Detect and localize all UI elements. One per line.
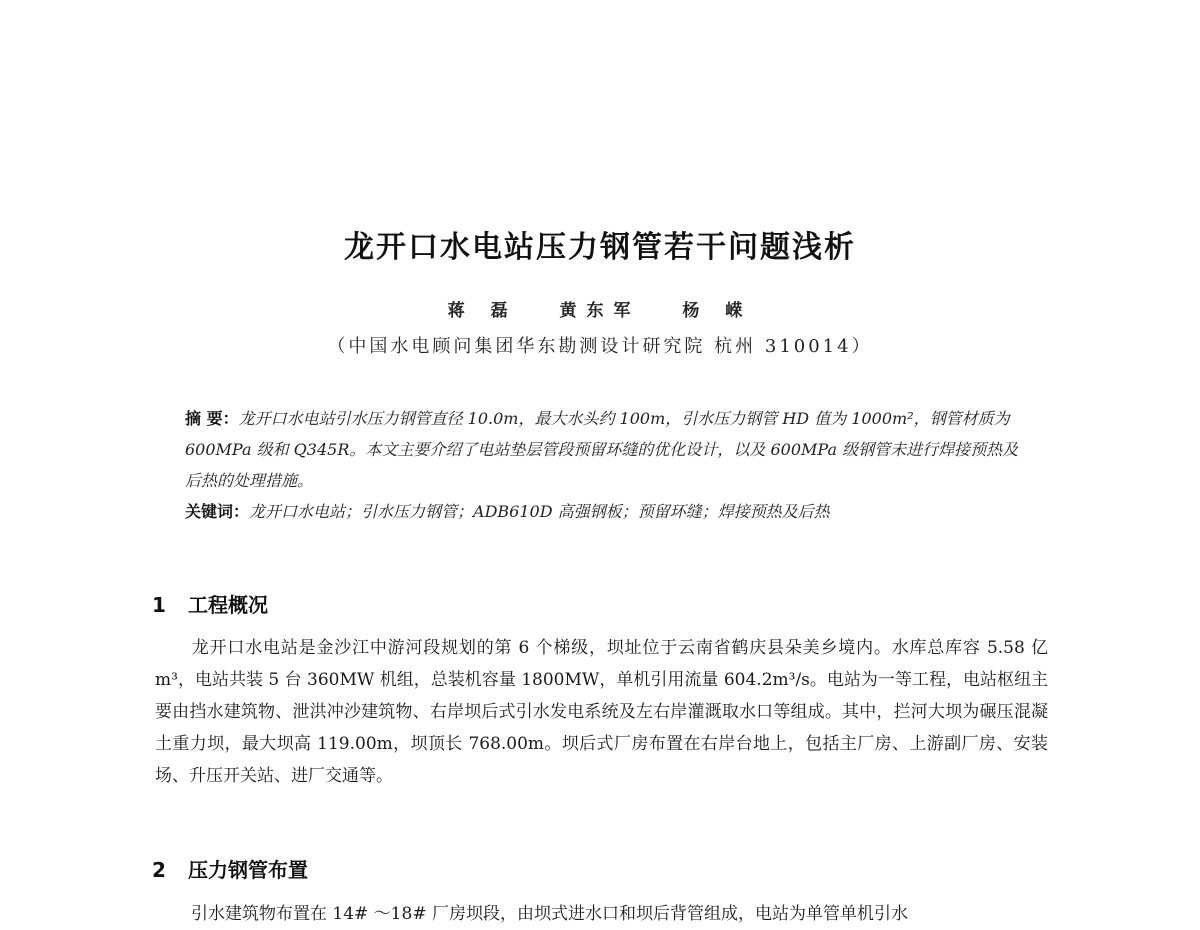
keywords-text: 龙开口水电站；引水压力钢管；ADB610D 高强钢板；预留环缝；焊接预热及后热	[249, 502, 830, 521]
abstract-text: 龙开口水电站引水压力钢管直径 10.0m，最大水头约 100m，引水压力钢管 HD 值为 1000m²，钢管材质为 600MPa 级和 Q345R。本文主要介绍了电站垫层管段预留环缝的优化设计，以及 600MPa 级钢管未进行焊接预热及后热的处理措施。	[185, 409, 1019, 490]
author-name: 蒋 磊	[447, 301, 518, 321]
abstract-block	[185, 403, 1025, 527]
section-title: 压力钢管布置	[188, 858, 308, 882]
author-name: 黄东军	[559, 301, 641, 321]
abstract-label: 摘 要：	[185, 409, 239, 428]
keywords-label: 关键词：	[185, 502, 250, 521]
section-title: 工程概况	[188, 593, 268, 617]
author-name: 杨 嵘	[682, 301, 753, 321]
abstract-paragraph	[185, 403, 1025, 496]
body-paragraph	[155, 898, 1048, 930]
author-affiliation: （中国水电顾问集团华东勘测设计研究院 杭州 310014）	[327, 336, 873, 357]
section-heading	[152, 589, 268, 618]
body-paragraph	[155, 632, 1048, 792]
author-list	[0, 296, 1200, 321]
keywords-paragraph	[185, 496, 1025, 527]
section-number: 1	[152, 593, 166, 617]
section-number: 2	[152, 858, 166, 882]
paragraph-text: 引水建筑物布置在 14# ～18# 厂房坝段，由坝式进水口和坝后背管组成，电站为单管单机引水	[191, 904, 908, 924]
paper-title: 龙开口水电站压力钢管若干问题浅析	[344, 230, 856, 265]
paragraph-text: 龙开口水电站是金沙江中游河段规划的第 6 个梯级，坝址位于云南省鹤庆县朵美乡境内。水库总库容 5.58 亿 m³，电站共装 5 台 360MW 机组，总装机容量 1800MW，单机引用流量 604.2m³/s。电站为一等工程，电站枢纽主要由挡水建筑物、泄洪冲沙建筑物、右岸坝后式引水发电系统及左右岸灌溉取水口等组成。其中，拦河大坝为碾压混凝土重力坝，最大坝高 119.00m，坝顶长 768.00m。坝后式厂房布置在右岸台地上，包括主厂房、上游副厂房、安装场、升压开关站、进厂交通等。	[155, 638, 1048, 786]
section-heading	[152, 854, 308, 883]
